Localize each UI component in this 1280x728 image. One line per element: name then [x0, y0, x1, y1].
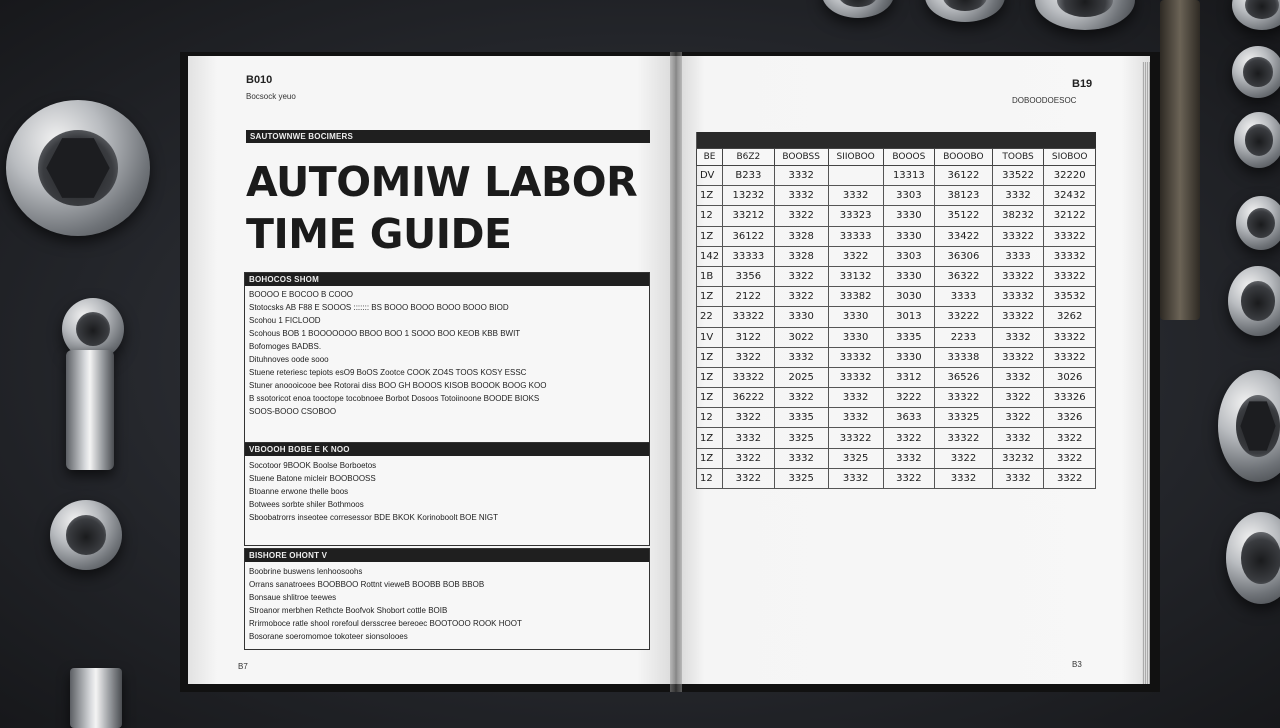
column-header: SIOBOO	[1044, 149, 1096, 166]
table-cell: 32432	[1044, 186, 1096, 206]
table-cell: 3325	[828, 448, 883, 468]
table-row	[697, 266, 1096, 286]
table-cell: 3356	[723, 266, 775, 286]
table-cell: 32220	[1044, 166, 1096, 186]
table-cell: 1Z	[697, 428, 723, 448]
table-cell: 1Z	[697, 226, 723, 246]
table-row	[697, 408, 1096, 428]
table-cell: 33332	[1044, 246, 1096, 266]
open-book	[180, 52, 1160, 692]
table-cell: 3322	[883, 468, 935, 488]
table-cell: 33332	[828, 367, 883, 387]
table-cell: 3330	[883, 266, 935, 286]
left-page-footer: B7	[238, 662, 248, 671]
text-line: Stuene Batone micleir BOOBOOSS	[249, 474, 376, 483]
socket-bottom-left	[50, 500, 122, 570]
table-cell: 12	[697, 468, 723, 488]
table-cell: 3303	[883, 246, 935, 266]
table-row	[697, 448, 1096, 468]
table-cell: 3332	[992, 367, 1044, 387]
table-cell: 22	[697, 307, 723, 327]
table-cell: 3322	[774, 206, 828, 226]
table-cell	[828, 166, 883, 186]
page-edges	[1142, 62, 1150, 684]
table-cell: 36222	[723, 388, 775, 408]
socket-top-1	[822, 0, 894, 18]
table-cell: 33322	[935, 428, 993, 448]
ratchet-handle	[1160, 0, 1200, 320]
table-cell: 1Z	[697, 448, 723, 468]
table-cell: 3013	[883, 307, 935, 327]
table-cell: 33382	[828, 287, 883, 307]
table-row	[697, 166, 1096, 186]
table-cell: 3332	[992, 468, 1044, 488]
table-cell: 3332	[828, 186, 883, 206]
text-line: Scohou 1 FICLOOD	[249, 316, 321, 325]
section-3-header: BISHORE OHONT V	[245, 549, 649, 562]
table-cell: 3322	[828, 246, 883, 266]
table-cell: 33338	[935, 347, 993, 367]
table-cell: 33322	[992, 307, 1044, 327]
table-cell: 3332	[828, 468, 883, 488]
table-cell: 2122	[723, 287, 775, 307]
table-cell: 3322	[774, 266, 828, 286]
table-cell: 32122	[1044, 206, 1096, 226]
table-cell: 3303	[883, 186, 935, 206]
table-cell: 33322	[992, 266, 1044, 286]
table-cell: 3330	[883, 206, 935, 226]
table-cell: 2233	[935, 327, 993, 347]
section-3-box	[244, 548, 650, 650]
table-cell: 3328	[774, 226, 828, 246]
table-cell: 3322	[723, 408, 775, 428]
table-cell: 36306	[935, 246, 993, 266]
table-cell: 36122	[935, 166, 993, 186]
table-cell: 36322	[935, 266, 993, 286]
table-cell: 33322	[992, 226, 1044, 246]
table-cell: 33333	[828, 226, 883, 246]
table-cell: 3322	[1044, 428, 1096, 448]
table-cell: 3026	[1044, 367, 1096, 387]
table-cell: 3332	[774, 166, 828, 186]
table-row	[697, 388, 1096, 408]
socket-large-left	[6, 100, 150, 236]
right-page-subheader: DOBOODOESOC	[1012, 96, 1077, 105]
table-cell: 33232	[992, 448, 1044, 468]
column-header: TOOBS	[992, 149, 1044, 166]
right-page-footer: B3	[1072, 660, 1082, 669]
table-cell: 33322	[723, 307, 775, 327]
text-line: B ssotoricot enoa tooctope tocobnoee Borbot Dosoos Totoiinoone BOODE BIOKS	[249, 394, 540, 403]
table-row	[697, 246, 1096, 266]
table-cell: 33422	[935, 226, 993, 246]
table-cell: 3330	[828, 307, 883, 327]
guide-title: AUTOMIW LABOR TIME GUIDE	[246, 158, 638, 258]
column-header: B6Z2	[723, 149, 775, 166]
table-top-bar	[697, 132, 1096, 149]
section-2-box	[244, 442, 650, 546]
text-line: Bofomoges BADBS.	[249, 342, 322, 351]
table-cell: 33323	[828, 206, 883, 226]
labor-time-table	[696, 132, 1096, 489]
table-cell: 33322	[992, 347, 1044, 367]
socket-right-2	[1232, 46, 1280, 98]
table-cell: 3332	[774, 448, 828, 468]
socket-right-4	[1236, 196, 1280, 250]
left-page-subheader: Bocsock yeuo	[246, 92, 296, 101]
table-cell: 3322	[1044, 468, 1096, 488]
section-1-box	[244, 272, 650, 460]
table-cell: 3122	[723, 327, 775, 347]
column-header: SIIOBOO	[828, 149, 883, 166]
left-page-number: B010	[246, 74, 273, 86]
text-line: Sboobatrorrs inseotee corresessor BDE BKOK Korinoboolt BOE NIGT	[249, 513, 498, 522]
table-cell: 3330	[828, 327, 883, 347]
table-cell: 33332	[992, 287, 1044, 307]
right-page-number: B19	[1072, 78, 1093, 90]
table-row	[697, 307, 1096, 327]
table-cell: 3322	[935, 448, 993, 468]
table-cell: 36122	[723, 226, 775, 246]
table-cell: 3330	[774, 307, 828, 327]
table-cell: DV	[697, 166, 723, 186]
table-cell: 3322	[723, 468, 775, 488]
table-cell: 3326	[1044, 408, 1096, 428]
table-row	[697, 287, 1096, 307]
text-line: Stotocsks AB F88 E SOOOS ::::::: BS BOOO BOOO BOOO BOOO BIOD	[249, 303, 509, 312]
text-line: SOOS-BOOO CSOBOO	[249, 407, 337, 416]
text-line: Botwees sorbte shiler Bothmoos	[249, 500, 364, 509]
table-cell: 3332	[828, 408, 883, 428]
table-cell: 3030	[883, 287, 935, 307]
socket-right-1	[1232, 0, 1280, 30]
socket-right-3	[1234, 112, 1280, 168]
book-gutter	[670, 52, 682, 692]
text-line: Orrans sanatroees BOOBBOO Rottnt vieweB BOOBB BOB BBOB	[249, 580, 485, 589]
socket-cylinder-left	[70, 668, 122, 728]
table-cell: 38232	[992, 206, 1044, 226]
table-cell: 3332	[774, 186, 828, 206]
table-row	[697, 206, 1096, 226]
table-cell: 3325	[774, 428, 828, 448]
table-cell: 3332	[723, 428, 775, 448]
socket-top-2	[925, 0, 1005, 22]
text-line: Rrirmoboce ratle shool rorefoul dersscree bereoec BOOTOOO ROOK HOOT	[249, 619, 522, 628]
table-cell: 3322	[774, 287, 828, 307]
table-row	[697, 347, 1096, 367]
table-cell: 3322	[1044, 448, 1096, 468]
table-cell: 33322	[1044, 347, 1096, 367]
text-line: Boobrine buswens lenhoosoohs	[249, 567, 363, 576]
table-cell: 1Z	[697, 388, 723, 408]
text-line: Socotoor 9BOOK Boolse Borboetos	[249, 461, 377, 470]
text-line: Scohous BOB 1 BOOOOOOO BBOO BOO 1 SOOO BOO KEOB KBB BWIT	[249, 329, 521, 338]
text-line: BOOOO E BOCOO B COOO	[249, 290, 354, 299]
text-line: Dituhnoves oode sooo	[249, 355, 329, 364]
table-cell: 33326	[1044, 388, 1096, 408]
table-row	[697, 327, 1096, 347]
table-cell: 13313	[883, 166, 935, 186]
socket-right-5	[1228, 266, 1280, 336]
table-cell: 3322	[723, 448, 775, 468]
table-cell: 3332	[992, 428, 1044, 448]
table-cell: 3322	[992, 408, 1044, 428]
table-cell: 3322	[774, 388, 828, 408]
table-cell: 33332	[828, 347, 883, 367]
column-header: BE	[697, 149, 723, 166]
table-cell: 33532	[1044, 287, 1096, 307]
table-row	[697, 428, 1096, 448]
table-cell: 3332	[883, 448, 935, 468]
table-cell: 2025	[774, 367, 828, 387]
text-line: Bosorane soeromomoe tokoteer sionsolooes	[249, 632, 408, 641]
table-cell: 3262	[1044, 307, 1096, 327]
table-cell: 33212	[723, 206, 775, 226]
table-cell: 1V	[697, 327, 723, 347]
table-cell: 13232	[723, 186, 775, 206]
table-cell: 3330	[883, 226, 935, 246]
table-cell: 3328	[774, 246, 828, 266]
table-cell: 3335	[883, 327, 935, 347]
table-cell: 38123	[935, 186, 993, 206]
table-row	[697, 367, 1096, 387]
table-cell: 3332	[828, 388, 883, 408]
table-cell: 33322	[1044, 327, 1096, 347]
section-1-header: BOHOCOS SHOM	[245, 273, 649, 286]
text-line: Stuene reteriesc tepiots esO9 BoOS Zootce COOK ZO4S TOOS KOSY ESSC	[249, 368, 527, 377]
text-line: Stuner anoooicooe bee Rotorai diss BOO GH BOOOS KISOB BOOOK BOOG KOO	[249, 381, 547, 390]
table-cell: 3222	[883, 388, 935, 408]
table-cell: 1B	[697, 266, 723, 286]
table-cell: 33333	[723, 246, 775, 266]
table-cell: 3333	[992, 246, 1044, 266]
table-cell: 3332	[774, 347, 828, 367]
socket-top-3	[1035, 0, 1135, 30]
table-cell: 3322	[883, 428, 935, 448]
socket-right-7	[1226, 512, 1280, 604]
table-cell: 12	[697, 408, 723, 428]
table-cell: 3022	[774, 327, 828, 347]
table-cell: 33322	[1044, 226, 1096, 246]
table-row	[697, 186, 1096, 206]
socket-right-6	[1218, 370, 1280, 482]
table-cell: 3322	[992, 388, 1044, 408]
column-header: BOOOS	[883, 149, 935, 166]
text-line: Bonsaue shlitroe teewes	[249, 593, 337, 602]
table-cell: 3332	[935, 468, 993, 488]
table-cell: 3322	[723, 347, 775, 367]
table-cell: 3312	[883, 367, 935, 387]
table-cell: 36526	[935, 367, 993, 387]
table-cell: 33322	[723, 367, 775, 387]
left-page	[188, 56, 676, 684]
table-cell: 33222	[935, 307, 993, 327]
text-line: Stroanor merbhen Rethcte Boofvok Shobort cottle BOIB	[249, 606, 448, 615]
table-cell: 33322	[1044, 266, 1096, 286]
extension-bar	[66, 350, 114, 470]
text-line: Btoanne erwone thelle boos	[249, 487, 349, 496]
table-cell: 3332	[992, 327, 1044, 347]
table-cell: 3633	[883, 408, 935, 428]
table-row	[697, 226, 1096, 246]
table-cell: 3332	[992, 186, 1044, 206]
column-header: BOOBSS	[774, 149, 828, 166]
table-cell: 33322	[828, 428, 883, 448]
table-cell: 3325	[774, 468, 828, 488]
table-cell: 1Z	[697, 186, 723, 206]
table-cell: 1Z	[697, 287, 723, 307]
table-cell: 33322	[935, 388, 993, 408]
table-cell: 3335	[774, 408, 828, 428]
right-page	[676, 56, 1150, 684]
table-cell: 3330	[883, 347, 935, 367]
title-header-bar: SAUTOWNWE BOCIMERS	[246, 130, 650, 143]
table-cell: B233	[723, 166, 775, 186]
section-2-header: VBOOOH BOBE E K NOO	[245, 443, 649, 456]
table-cell: 1Z	[697, 367, 723, 387]
table-cell: 33325	[935, 408, 993, 428]
table-cell: 33132	[828, 266, 883, 286]
table-cell: 35122	[935, 206, 993, 226]
table-cell: 33522	[992, 166, 1044, 186]
table-cell: 12	[697, 206, 723, 226]
table-cell: 142	[697, 246, 723, 266]
column-header: BOOOBO	[935, 149, 993, 166]
table-cell: 3333	[935, 287, 993, 307]
table-cell: 1Z	[697, 347, 723, 367]
table-row	[697, 468, 1096, 488]
